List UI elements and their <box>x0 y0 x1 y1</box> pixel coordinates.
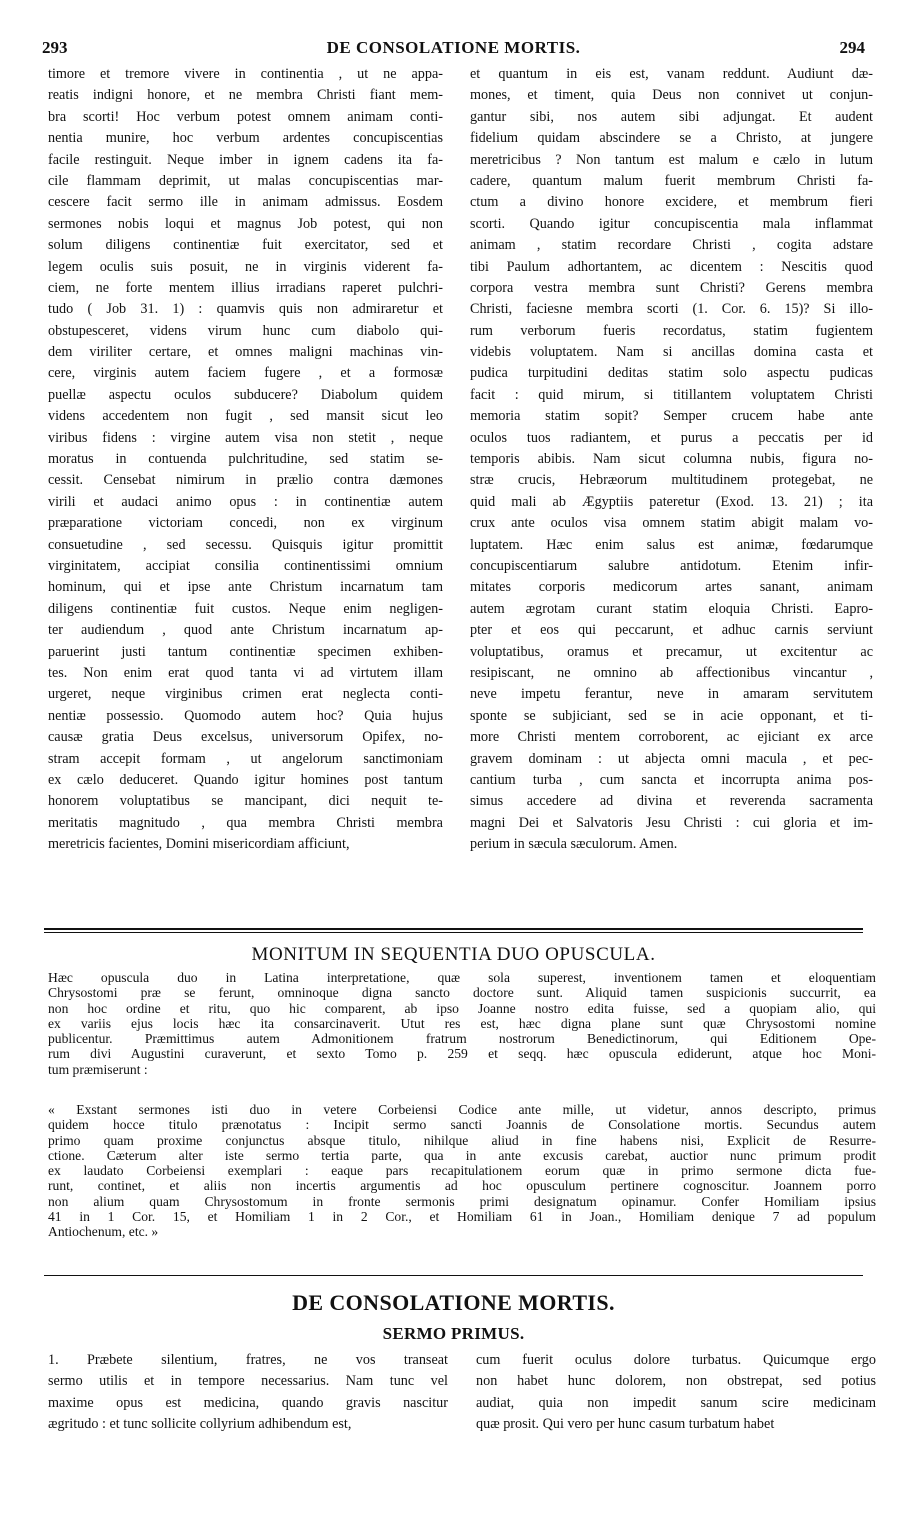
text-line: simus accedere ad divina et reverenda sacramenta <box>470 793 873 810</box>
text-line: temporis abibis. Nam sicut columna nubis, figura no- <box>470 451 873 468</box>
text-line: viribus fidens : virgine autem visa non stetit , neque <box>48 429 443 446</box>
text-line: causæ gratia Deus excelsus, universorum Opifex, no- <box>48 729 443 746</box>
text-line: dem viriliter certare, et omnes maligni machinas vin- <box>48 344 443 361</box>
text-line: more Christi mentem corroborent, ac ejiciant ex arce <box>470 729 873 746</box>
text-line: Antiochenum, etc. » <box>48 1224 159 1240</box>
treatise-title: DE CONSOLATIONE MORTIS. <box>292 1290 615 1315</box>
monitum-title: MONITUM IN SEQUENTIA DUO OPUSCULA. <box>251 944 656 965</box>
text-line: meretricis facientes, Domini misericordiam afficiunt, <box>48 836 350 853</box>
text-line: præparatione victoriam concedi, non ex virginum <box>48 515 443 532</box>
text-line: tum præmiserunt : <box>48 1061 148 1077</box>
text-line: stræ crucis, Hebræorum multitudinem protegebat, ne <box>470 472 873 489</box>
text-line: ægritudo : et tunc sollicite collyrium adhibendum est, <box>48 1416 352 1433</box>
text-line: tibi Paulum adhortantem, ac dicentem : Nescitis quod <box>470 258 873 275</box>
text-line: cere, virginis autem faciem fugere , et a formosæ <box>48 365 443 382</box>
text-line: cum fuerit oculus dolore turbatus. Quicumque ergo <box>476 1352 876 1368</box>
text-line: luptatem. Hæc enim salus est animæ, fœdarumque <box>470 536 873 553</box>
text-line: autem ægrotam curant statim eloquia Christi. Eapro- <box>470 600 873 617</box>
text-line: facile restinguit. Neque imber in ignem cadens ita fa- <box>48 151 443 168</box>
page-number-right: 294 <box>839 38 865 57</box>
text-line: non habet hunc dolorem, non obstrepat, sed potius <box>476 1373 876 1390</box>
text-line: audiat, quia non impedit sanum scire medicinam <box>476 1394 876 1411</box>
text-line: Chrysostomi præ se ferunt, omninoque digna sancto doctore sunt. Aliquid tamen suspicionis succurrit, ea <box>48 985 876 1001</box>
text-line: « Exstant sermones isti duo in vetere Corbeiensi Codice ante mille, ut videtur, annos descripto, primus <box>48 1102 876 1117</box>
text-line: tudo ( Job 31. 1) : quamvis quis non admiraretur et <box>48 301 443 318</box>
text-line: cadere, quantum malum fuerit membrum Christi fa- <box>470 172 873 189</box>
text-line: ctum a divino honore excidere, et membrum fieri <box>470 194 873 211</box>
left-column <box>48 64 443 855</box>
text-line: paruerint justi tantum continentiæ specimen exhiben- <box>48 643 443 660</box>
text-line: quid mali ab Ægyptiis pateretur (Exod. 13. 21) ; ita <box>470 493 873 510</box>
text-line: Hæc opuscula duo in Latina interpretatione, quæ sola superest, inventionem tamen et eloquentiam <box>48 970 876 985</box>
text-line: ciem, ne forte mentem illius irradians raperet pulchri- <box>48 279 443 296</box>
text-line: urgeret, neque virginibus crimen erat neglecta conti- <box>48 686 443 703</box>
text-line: sponte se subjiciant, sed se in acie opponant, et ti- <box>470 707 873 724</box>
text-line: pter et eos qui peccarunt, et adhuc carnis serviunt <box>470 622 873 639</box>
text-line: memoria statim sopit? Semper crucem habe ante <box>470 408 873 425</box>
text-line: ex laudato Corbeiensi exemplari : eaque pars recapitulationem eorum quæ in primo sermone dicta fue- <box>48 1163 876 1179</box>
text-line: Christi, faciesne membra scorti (1. Cor. 6. 15)? Si illo- <box>470 301 873 318</box>
text-line: voluptatibus, oramus et precamur, ut excitentur ac <box>470 643 873 660</box>
running-header <box>40 38 867 64</box>
text-line: non alium quam Chrysostomum in fronte sermonis primi designatum opinamur. Confer Homiliam ipsius <box>48 1193 876 1209</box>
monitum-paragraph-1 <box>48 970 876 1077</box>
sermon-left-column <box>48 1350 448 1436</box>
text-line: virili et audaci animo opus : in continentiæ autem <box>48 493 443 510</box>
text-line: legem oculis suis posuit, ne in virginis viderent fa- <box>48 258 443 275</box>
text-line: neve impetu ferantur, neve in amaram servitutem <box>470 686 873 703</box>
treatise-subtitle: SERMO PRIMUS. <box>382 1324 525 1343</box>
text-line: reatis indigni honore, et ne membra Christi fiant mem- <box>48 87 443 104</box>
text-line: consuetudine , sed secessu. Quisquis igitur promittit <box>48 536 443 553</box>
section-rule-bottom <box>44 1275 863 1276</box>
text-line: ex variis ejus locis hæc ita consarcinaverit. Utut res est, hæc digna plane sunt quæ Chrysostomi nomine <box>48 1015 876 1031</box>
text-line: obstupesceret, videns virum hunc cum diabolo qui- <box>48 322 443 339</box>
text-line: sermones nobis loqui et magnus Job potest, qui non <box>48 215 443 232</box>
text-line: bra scorti! Hoc verbum potest omnem animam conti- <box>48 108 443 125</box>
text-line: stram accepit formam , ut angelorum sanctimoniam <box>48 750 443 767</box>
text-line: ex cælo deduceret. Quando igitur homines post tantum <box>48 771 443 788</box>
running-title: DE CONSOLATIONE MORTIS. <box>326 38 581 57</box>
text-line: resipiscant, ne omnino ab affectionibus vincantur , <box>470 664 873 681</box>
text-line: sermo utilis et in tempore necessarius. Nam tunc vel <box>48 1373 448 1390</box>
text-line: meretricibus ? Non tantum est malum e cælo in lutum <box>470 151 873 168</box>
text-line: moratus in contuenda pulchritudine, sed statim se- <box>48 451 443 468</box>
text-line: pudica turpitudini deditas statim solo aspectu pudicas <box>470 365 873 382</box>
text-line: ctione. Cæterum alter iste sermo tertia parte, qua in ante excusis carebat, auctior nunc primum prodit <box>48 1147 876 1163</box>
text-line: cessit. Censebat nimirum in prælio contra dæmones <box>48 472 443 489</box>
text-line: et quantum in eis est, vanam reddunt. Audiunt dæ- <box>470 66 873 82</box>
text-line: runt, continet, et aliis non incertis argumentis ad hoc opusculum pertinere cognoscitur. Joannem porro <box>48 1178 876 1194</box>
text-line: meritatis magnitudo , qua membra Christi membra <box>48 814 443 831</box>
text-line: facit : quid mirum, si titillantem voluptatem Christi <box>470 386 873 403</box>
text-line: perium in sæcula sæculorum. Amen. <box>470 836 678 853</box>
text-line: nentia munire, hoc verbum ardentes concupiscentias <box>48 130 443 147</box>
text-line: publicentur. Præmittimus autem Admonitionem fratrum nostrorum Benedictinorum, qui Editionem Ope- <box>48 1031 876 1047</box>
text-line: gantur sibi, nos autem sibi adjungat. Et audent <box>470 108 873 125</box>
text-line: mitates corporis medicorum artes sanant, animam <box>470 579 873 596</box>
text-line: cescere facit sermo ille in animam admissus. Eosdem <box>48 194 443 211</box>
text-line: 1. Præbete silentium, fratres, ne vos transeat <box>48 1352 448 1368</box>
text-line: nentiæ possessio. Quomodo autem hoc? Quia hujus <box>48 707 443 724</box>
text-line: hominum, qui et ipse ante Christum incarnatum tam <box>48 579 443 596</box>
text-line: solum diligens continentiæ fuit exercitator, sed et <box>48 237 443 254</box>
text-line: honorem voluptatibus se mancipant, dici nequit te- <box>48 793 443 810</box>
text-line: mones, et timent, quia Deus non connivet ut conjun- <box>470 87 873 104</box>
text-line: ter audiendum , quod ante Christum incarnatum ap- <box>48 622 443 639</box>
text-line: quidem hocce titulo prænotatus : Incipit sermo sancti Joannis de Consolatione mortis. Secundus autem <box>48 1117 876 1133</box>
text-line: oculos tuos radiantem, et purus a peccatis per id <box>470 429 873 446</box>
page-number-left: 293 <box>42 38 68 57</box>
text-line: gravem dominam : ut abjecta omni macula , et pec- <box>470 750 873 767</box>
text-line: cantium turba , cum sancta et incorrupta anima pos- <box>470 771 873 788</box>
text-line: animam , statim recordare Christi , cogita adstare <box>470 237 873 254</box>
text-line: corpora vestra membra sunt Christi? Gerens membra <box>470 279 873 296</box>
text-line: diligens continentiæ fuit custos. Neque enim negligen- <box>48 600 443 617</box>
text-line: tes. Non enim erat quod tanta vi ad virtutem illam <box>48 664 443 681</box>
right-column <box>470 64 873 855</box>
sermon-right-column <box>476 1350 876 1436</box>
text-line: scorti. Quando igitur concupiscentia mala inflammat <box>470 215 873 232</box>
text-line: concupiscentiarum salubre antidotum. Etenim infir- <box>470 557 873 574</box>
text-line: fidelium quidam abscindere se a Christo, at jungere <box>470 130 873 147</box>
text-line: quæ prosit. Qui vero per hunc casum turbatum habet <box>476 1416 775 1433</box>
text-line: rum divi Augustini curaverunt, et sexto Tomo p. 259 et seqq. hæc opuscula ediderunt, atque hoc Moni- <box>48 1046 876 1062</box>
text-line: videbis voluptatem. Nam si ancillas domina casta et <box>470 344 873 361</box>
text-line: non hoc ordine et ritu, quo hic comparent, ab ipso Joanne nostro edita fuisse, sed a quopiam alio, qui <box>48 1000 876 1016</box>
text-line: timore et tremore vivere in continentia , ut ne appa- <box>48 66 443 82</box>
monitum-paragraph-2 <box>48 1102 876 1240</box>
text-line: cile flammam deprimit, ut malas concupiscentias mar- <box>48 172 443 189</box>
text-line: 41 in 1 Cor. 15, et Homiliam 1 in 2 Cor., et Homiliam 61 in Joan., Homiliam denique 7 ad populum <box>48 1209 876 1225</box>
text-line: rum verborum fueris recordatus, statim fugientem <box>470 322 873 339</box>
text-line: videns accedentem non fugit , sed mansit sicut leo <box>48 408 443 425</box>
section-rule-top <box>44 928 863 930</box>
text-line: virginitatem, accipiat consilia continentissimi omnium <box>48 557 443 574</box>
text-line: maxime opus est medicina, quando gravis nascitur <box>48 1394 448 1411</box>
section-rule-top-thin <box>44 932 863 933</box>
text-line: puellæ aspectu oculos subducere? Diabolum quidem <box>48 386 443 403</box>
text-line: magni Dei et Salvatoris Jesu Christi : cui gloria et im- <box>470 814 873 831</box>
text-line: crux ante oculos visa omnem statim abigit malam vo- <box>470 515 873 532</box>
text-line: primo quam proxime conjunctus absque titulo, nihilque aliud in fine habens nisi, Explicit de Resurre- <box>48 1132 876 1148</box>
